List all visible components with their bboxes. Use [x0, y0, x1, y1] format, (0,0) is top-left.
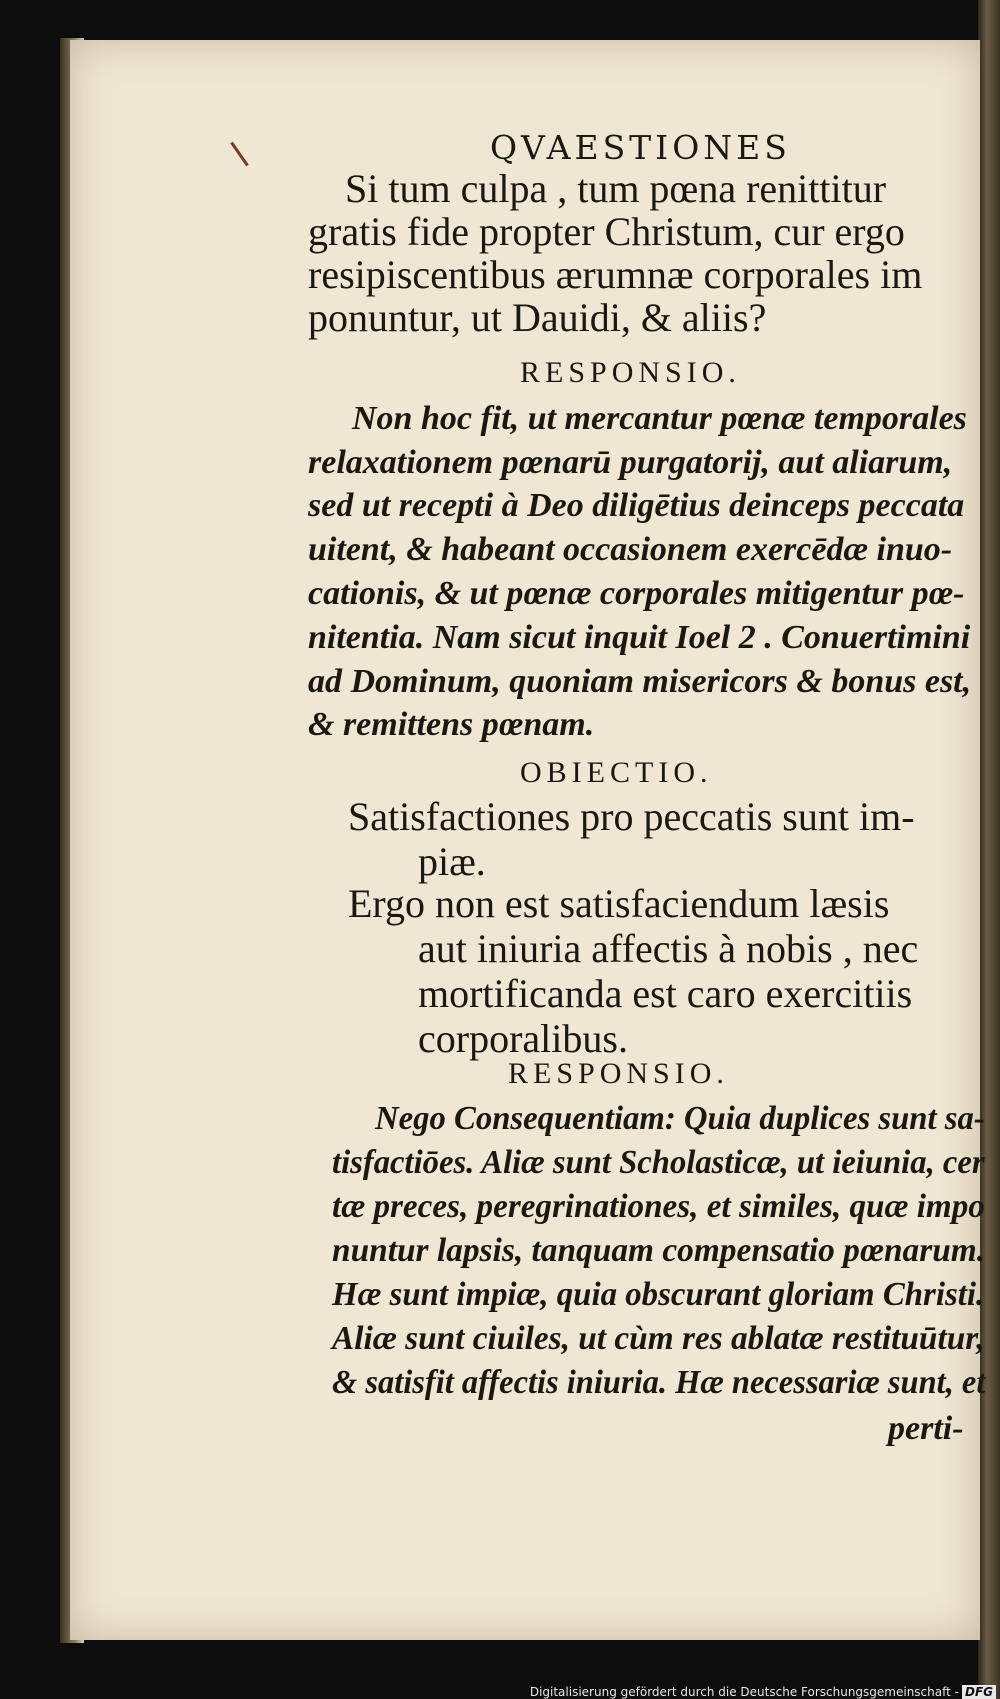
responsio-line: Hæ sunt impiæ, quia obscurant gloriam Christi. — [332, 1276, 985, 1313]
obiectio-line: Satisfactiones pro peccatis sunt im- — [348, 794, 915, 839]
responsio-line: uitent, & habeant occasionem exercēdæ inuo- — [308, 531, 953, 568]
obiectio-line: Ergo non est satisfaciendum læsis — [348, 881, 890, 926]
footer-text: Digitalisierung gefördert durch die Deutsche Forschungsgemeinschaft - — [529, 1685, 959, 1699]
responsio-line: & remittens pœnam. — [308, 706, 595, 743]
obiectio-line: mortificanda est caro exercitiis — [418, 971, 913, 1016]
responsio-line: tæ preces, peregrinationes, et similes, quæ impo — [332, 1188, 985, 1225]
question-line: ponuntur, ut Dauidi, & aliis? — [308, 295, 767, 340]
book-spine — [978, 0, 1000, 1699]
question-line: Si tum culpa , tum pœna renittitur — [345, 166, 887, 211]
responsio-line: tisfactiōes. Aliæ sunt Scholasticæ, ut ieiunia, cer — [332, 1144, 985, 1181]
responsio-line: sed ut recepti à Deo diligētius deinceps peccata — [308, 487, 965, 524]
obiectio-line: corporalibus. — [418, 1016, 628, 1061]
responsio-line: Non hoc fit, ut mercantur pœnæ temporales — [352, 400, 967, 437]
obiectio-line: aut iniuria affectis à nobis , nec — [418, 926, 919, 971]
responsio-line: nitentia. Nam sicut inquit Ioel 2 . Conuertimini — [308, 619, 971, 656]
question-line: resipiscentibus ærumnæ corporales im — [308, 252, 923, 297]
responsio-line: ad Dominum, quoniam misericors & bonus est, — [308, 663, 972, 700]
obiectio-line: piæ. — [418, 839, 486, 884]
responsio-heading: RESPONSIO. — [520, 356, 741, 389]
responsio-heading: RESPONSIO. — [508, 1057, 729, 1090]
digitization-footer — [530, 1685, 996, 1699]
responsio-line: cationis, & ut pœnæ corporales mitigentur pœ- — [308, 575, 965, 612]
catchword: perti- — [888, 1410, 964, 1447]
responsio-line: & satisfit affectis iniuria. Hæ necessariæ sunt, et — [332, 1364, 986, 1401]
responsio-line: nuntur lapsis, tanquam compensatio pœnarum. — [332, 1232, 986, 1269]
question-line: gratis fide propter Christum, cur ergo — [308, 209, 905, 254]
responsio-line: Nego Consequentiam: Quia duplices sunt sa- — [375, 1100, 985, 1137]
responsio-line: Aliæ sunt ciuiles, ut cùm res ablatæ restituūtur, — [332, 1320, 985, 1357]
running-header: QVAESTIONES — [490, 128, 791, 167]
responsio-line: relaxationem pœnarū purgatorij, aut aliarum, — [308, 444, 953, 481]
dfg-logo: DFG — [962, 1685, 996, 1699]
obiectio-heading: OBIECTIO. — [520, 756, 713, 789]
